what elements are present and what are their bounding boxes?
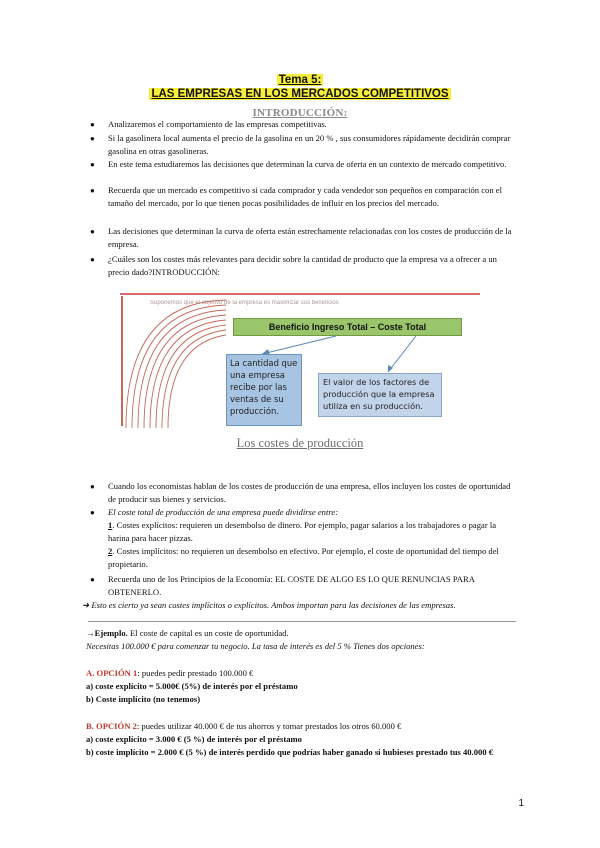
- divider: [88, 621, 516, 622]
- intro-bullet-5: Las decisiones que determinan la curva de oferta están estrechamente relacionadas con los costes de producción de la empresa.: [108, 226, 512, 249]
- page-number: 1: [518, 798, 524, 809]
- ejemplo-intro: →Ejemplo. El coste de capital es un coste de oportunidad.: [86, 628, 289, 638]
- topic-number: Tema 5:: [278, 74, 322, 86]
- costes-item-2: 2. Costes implícitos: no requieren un desembolso en efectivo. Por ejemplo, el coste de oportunidad del tiempo del propietario.: [108, 546, 499, 569]
- costes-bullet-1: Cuando los economistas hablan de los costes de producción de una empresa, ellos incluyen los costes de oportunidad de producir sus bienes y servicios.: [108, 481, 511, 504]
- intro-bullet-1: Analizaremos el comportamiento de las empresas competitivas.: [108, 119, 327, 129]
- costes-item-1: 1. Costes explícitos: requieren un desembolso de dinero. Por ejemplo, pagar salarios a los trabajadores o pagar la harina para hacer pizzas.: [108, 520, 497, 543]
- opcion-1: A. OPCIÓN 1: puedes pedir prestado 100.000 €: [86, 668, 254, 678]
- bullet-icon: ●: [90, 227, 95, 236]
- intro-heading: INTRODUCCIÓN:: [252, 107, 348, 119]
- bullet-icon: ●: [90, 482, 95, 491]
- diagram-faint-caption: Suponemos que el objetivo de la empresa es maximizar sus beneficios: [150, 300, 339, 306]
- bullet-icon: ●: [90, 255, 95, 264]
- costes-bullet-2: El coste total de producción de una empresa puede dividirse entre:: [108, 507, 339, 517]
- bullet-icon: ●: [90, 160, 95, 169]
- opcion-1-implicito: b) Coste implícito (no tenemos): [86, 694, 201, 704]
- opcion-2-implicito: b) coste implícito = 2.000 € (5 %) de interés perdido que podrías haber ganado si hubieses prestado tus 40.000 €: [86, 747, 494, 757]
- bullet-icon: ●: [90, 120, 95, 129]
- opcion-1-explicito: a) coste explícito = 5.000€ (5%) de interés por el préstamo: [86, 681, 298, 691]
- page-title: LAS EMPRESAS EN LOS MERCADOS COMPETITIVOS: [151, 88, 449, 100]
- intro-bullet-2: Si la gasolinera local aumenta el precio de la gasolina en un 20 % , sus consumidores rápidamente decidirán comprar gasolina en otras gasolineras.: [108, 133, 511, 156]
- diagram-side-rule: [121, 296, 123, 426]
- opcion-2: B. OPCIÓN 2: puedes utilizar 40.000 € de tus ahorros y tomar prestados los otros 60.000 €: [86, 721, 402, 731]
- bullet-icon: ●: [90, 508, 95, 517]
- costes-bullet-3: Recuerda uno de los Principios de la Economía: EL COSTE DE ALGO ES LO QUE RENUNCIAS PARA OBTENERLO.: [108, 574, 475, 597]
- diagram-top-rule: [120, 293, 480, 295]
- beneficio-formula-box: Beneficio Ingreso Total – Coste Total: [233, 318, 462, 336]
- intro-bullet-4: Recuerda que un mercado es competitivo si cada comprador y cada vendedor son pequeños en comparación con el tamaño del mercado, por lo que tienen pocas posibilidades de influir en los precios del mercado.: [108, 185, 502, 208]
- opcion-2-explicito: a) coste explícito = 3.000 € (5 %) de interés por el préstamo: [86, 734, 302, 744]
- decorative-arcs: [122, 296, 232, 428]
- bullet-icon: ●: [90, 186, 95, 195]
- arrow-note: ➜ Esto es cierto ya sean costes implícitos o explícitos. Ambos importan para las decisiones de las empresas.: [82, 600, 456, 610]
- intro-bullet-3: En este tema estudiaremos las decisiones que determinan la curva de oferta en un contexto de mercado competitivo.: [108, 159, 507, 169]
- arrow-icon: ➜: [82, 600, 92, 610]
- arrow-icon: →: [86, 628, 95, 638]
- section-heading-costes: Los costes de producción: [236, 436, 364, 450]
- bullet-icon: ●: [90, 575, 95, 584]
- ejemplo-necesitas: Necesitas 100.000 € para comenzar tu negocio. La tasa de interés es del 5 % Tienes dos opciones:: [86, 641, 425, 651]
- ingreso-total-box: La cantidad que una empresa recibe por las ventas de su producción.: [226, 354, 302, 426]
- intro-bullet-6: ¿Cuáles son los costes más relevantes para decidir sobre la cantidad de producto que la empresa va a ofrecer a un precio dado?INTRODUCCIÓN:: [108, 254, 497, 277]
- coste-total-box: El valor de los factores de producción que la empresa utiliza en su producción.: [318, 373, 442, 417]
- bullet-icon: ●: [90, 134, 95, 143]
